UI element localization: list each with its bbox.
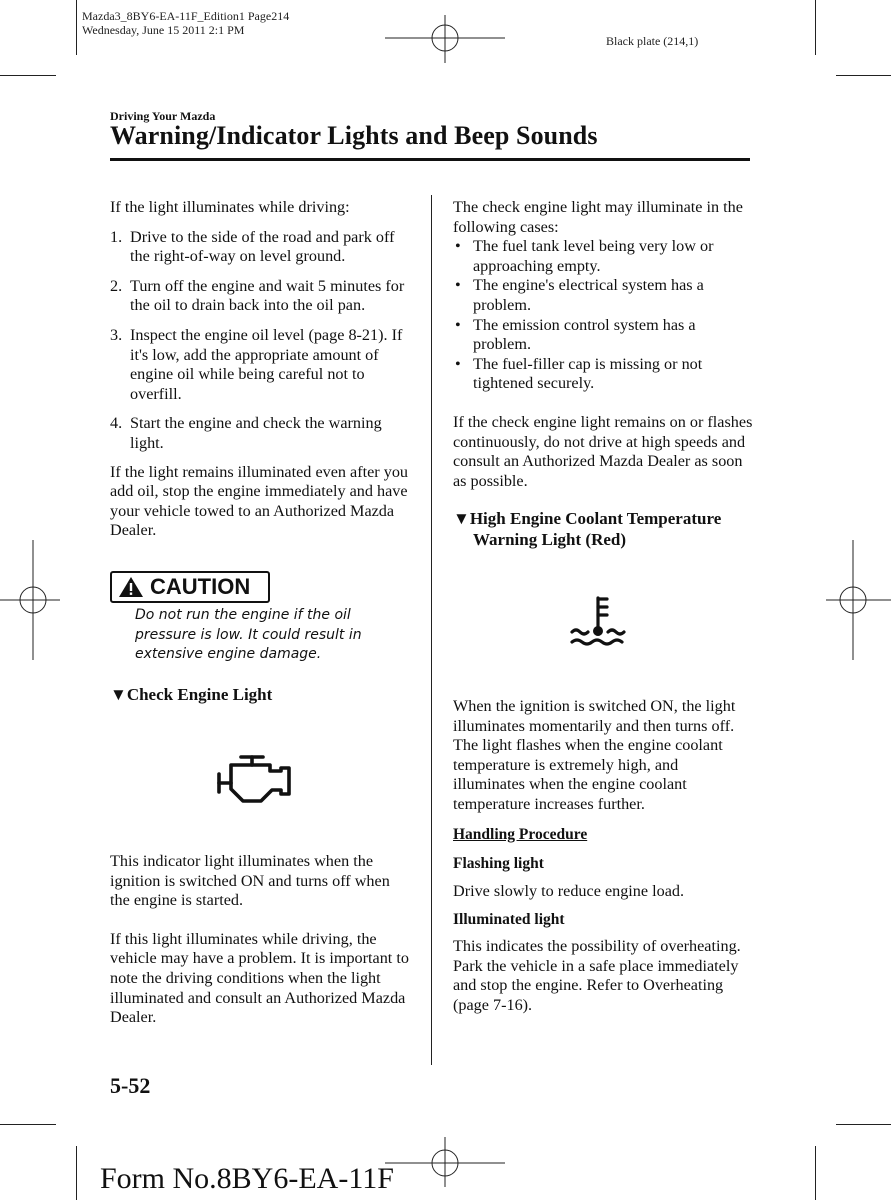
bullet-icon: •: [455, 315, 461, 334]
coolant-p1: When the ignition is switched ON, the light illuminates momentarily and then turns off.: [453, 697, 736, 735]
step-text: Turn off the engine and wait 5 minutes for the oil to drain back into the oil pan.: [130, 276, 405, 315]
section-label: Driving Your Mazda: [110, 109, 216, 123]
left-column: [110, 198, 410, 541]
step-number: 1.: [110, 227, 123, 246]
step-number: 3.: [110, 325, 123, 344]
registration-mark-left: [0, 540, 60, 660]
registration-mark-top: [385, 15, 505, 63]
caution-text: Do not run the engine if the oil pressure is low. It could result in extensive engine damage.: [135, 607, 362, 662]
bullet-text: The fuel tank level being very low or approaching empty.: [473, 237, 714, 275]
triangle-down-icon: ▼: [110, 685, 127, 704]
registration-mark-bottom: [385, 1137, 505, 1187]
title-rule: [110, 158, 750, 161]
bullet-icon: •: [455, 237, 461, 256]
bullet-icon: •: [455, 276, 461, 295]
check-engine-heading: [110, 685, 272, 706]
plate-label: Black plate (214,1): [606, 34, 699, 48]
caution-label: CAUTION: [150, 574, 251, 599]
bullet-text: The engine's electrical system has a problem.: [473, 276, 704, 314]
crop-mark-bottom-right-h: [836, 1124, 891, 1125]
crop-mark-bottom-right-v: [815, 1146, 816, 1200]
crop-mark-bottom-left-v: [76, 1146, 77, 1200]
flashing-light-text: Drive slowly to reduce engine load.: [453, 881, 685, 900]
form-number: Form No.8BY6-EA-11F: [100, 1162, 394, 1195]
file-info-line-2: Wednesday, June 15 2011 2:1 PM: [82, 23, 245, 37]
left-intro: If the light illuminates while driving:: [110, 198, 350, 216]
list-item: [453, 355, 753, 394]
right-column: [453, 198, 753, 491]
step-text: Inspect the engine oil level (page 8-21). If it's low, add the appropriate amount of engine oil while being careful not to overfill.: [130, 325, 403, 403]
list-item: [110, 326, 410, 404]
bullet-text: The fuel-filler cap is missing or not tightened securely.: [473, 354, 703, 393]
coolant-temperature-icon: [568, 594, 628, 648]
check-engine-text: [110, 852, 410, 1028]
coolant-heading-line-2: Warning Light (Red): [473, 529, 627, 549]
crop-mark-top-left-v: [76, 0, 77, 55]
check-engine-heading-text: Check Engine Light: [126, 685, 273, 704]
list-item: [453, 237, 753, 276]
bullet-text: The emission control system has a problem.: [473, 315, 696, 354]
warning-triangle-icon: [118, 576, 144, 598]
list-item: [453, 316, 753, 355]
step-number: 2.: [110, 276, 123, 295]
check-engine-cases-list: [453, 237, 753, 394]
list-item: [110, 228, 410, 267]
bullet-icon: •: [455, 354, 461, 373]
list-item: [110, 277, 410, 316]
coolant-p2: The light flashes when the engine coolant temperature is extremely high, and illuminates when the engine coolant temperature increases further.: [453, 736, 723, 813]
coolant-text: [453, 697, 753, 1015]
right-intro: The check engine light may illuminate in the following cases:: [453, 198, 743, 236]
flashing-light-label: Flashing light: [453, 855, 544, 873]
column-divider: [431, 195, 432, 1065]
remains-on-text: If the check engine light remains on or flashes continuously, do not drive at high speeds and consult an Authorized Mazda Dealer as soon as possible.: [453, 412, 753, 490]
oil-steps-list: [110, 228, 410, 454]
illuminated-light-text: This indicates the possibility of overheating. Park the vehicle in a safe place immediately and stop the engine. Refer to Overheating (page 7-16).: [453, 936, 741, 1014]
crop-mark-top-left-h: [0, 75, 56, 76]
coolant-heading: [453, 509, 753, 550]
list-item: [453, 276, 753, 315]
step-text: Drive to the side of the road and park off the right-of-way on level ground.: [130, 227, 395, 266]
caution-box: [110, 571, 270, 603]
crop-mark-bottom-left-h: [0, 1124, 56, 1125]
handling-procedure-heading: Handling Procedure: [453, 825, 588, 843]
step-text: Start the engine and check the warning light.: [130, 414, 382, 452]
crop-mark-top-right-v: [815, 0, 816, 55]
check-engine-icon: [215, 754, 299, 804]
triangle-down-icon: ▼: [453, 509, 470, 528]
left-after-steps: If the light remains illuminated even after you add oil, stop the engine immediately and have your vehicle towed to an Authorized Mazda Dealer.: [110, 462, 409, 540]
check-engine-p2: If this light illuminates while driving, the vehicle may have a problem. It is important to note the driving conditions when the light illuminated and consult an Authorized Mazda Dealer.: [110, 929, 409, 1027]
page-title: Warning/Indicator Lights and Beep Sounds: [110, 121, 598, 150]
list-item: [110, 414, 410, 453]
illuminated-light-label: Illuminated light: [453, 911, 565, 929]
crop-mark-top-right-h: [836, 75, 891, 76]
registration-mark-right: [826, 540, 891, 660]
file-info-line-1: Mazda3_8BY6-EA-11F_Edition1 Page214: [82, 9, 290, 23]
coolant-heading-line-1: High Engine Coolant Temperature: [469, 509, 722, 528]
step-number: 4.: [110, 414, 123, 433]
page-number: 5-52: [110, 1073, 151, 1098]
check-engine-p1: This indicator light illuminates when the ignition is switched ON and turns off when the engine is started.: [110, 852, 390, 910]
